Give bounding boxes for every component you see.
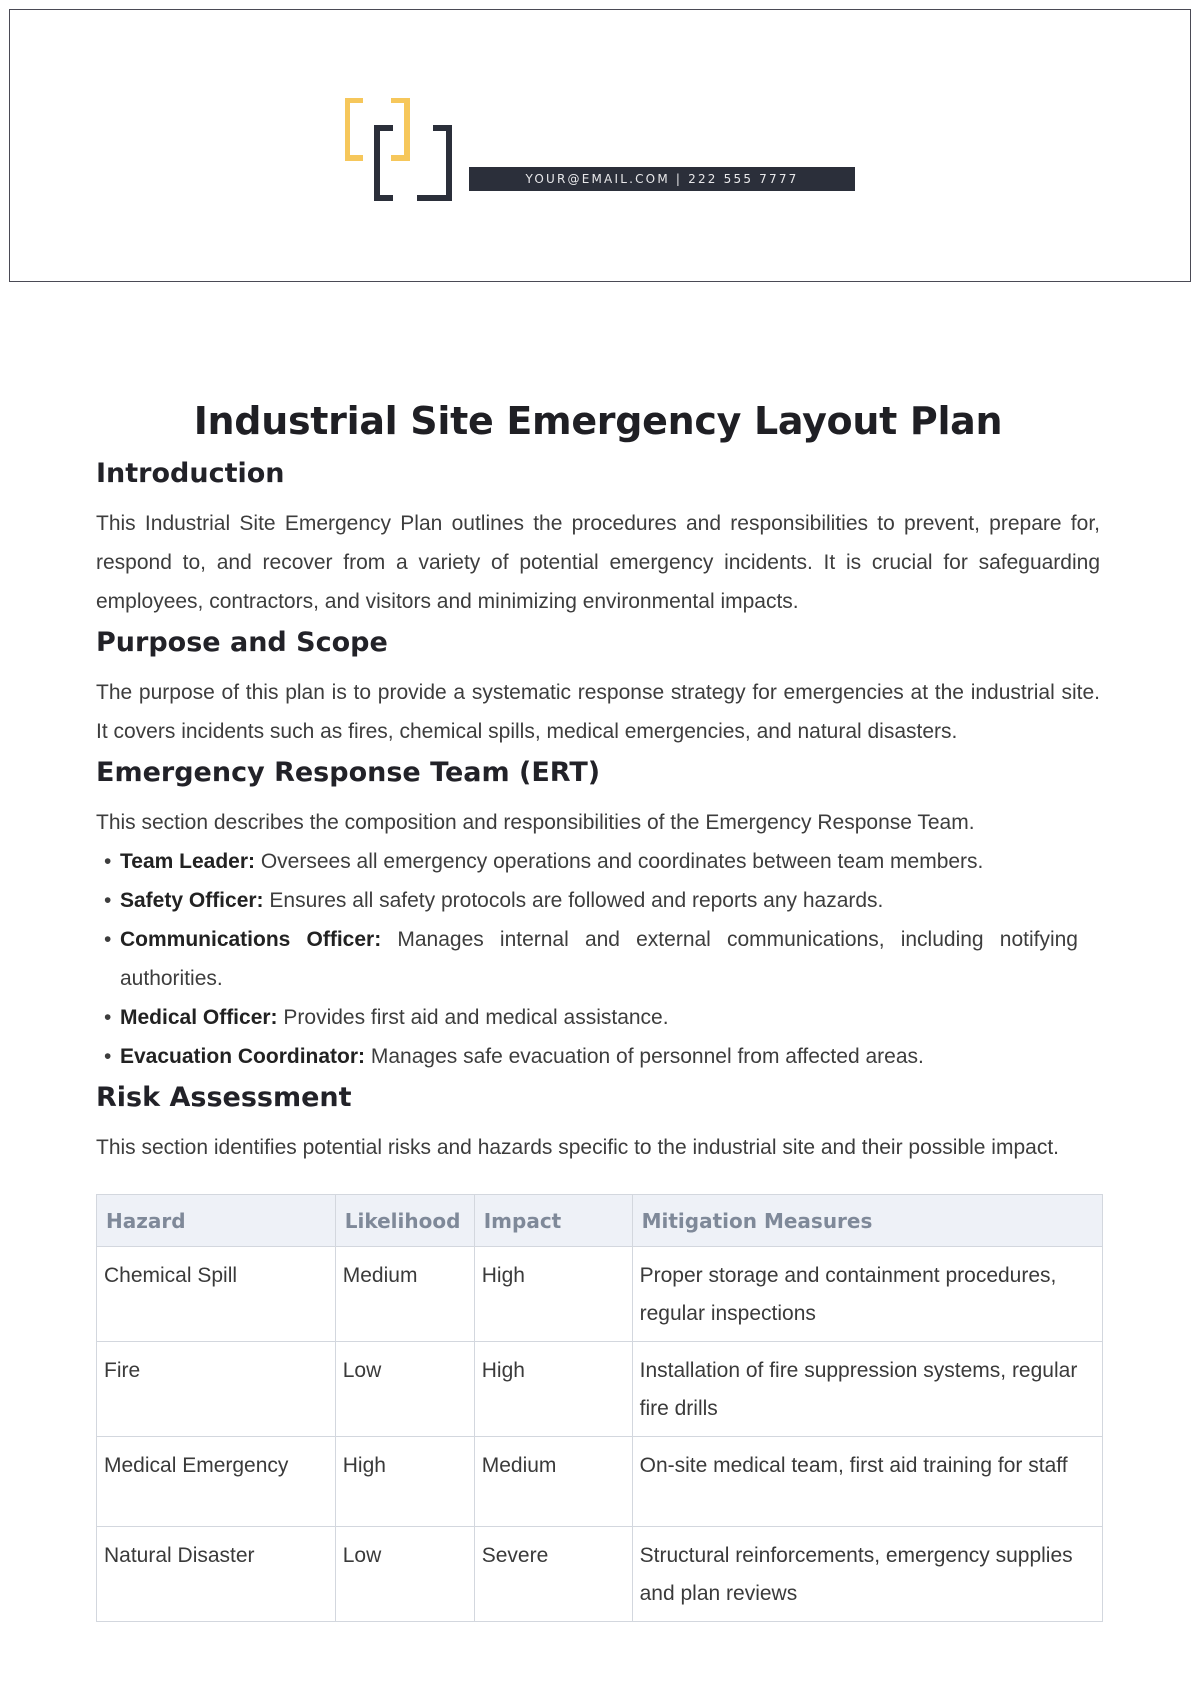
section-heading-ert: Emergency Response Team (ERT) xyxy=(96,757,601,788)
bullet-icon: • xyxy=(104,889,112,912)
column-header: Mitigation Measures xyxy=(632,1195,1102,1247)
bullet-icon: • xyxy=(104,1045,112,1068)
section-heading-purpose: Purpose and Scope xyxy=(96,627,388,658)
bullet-icon: • xyxy=(104,850,112,873)
table-cell: Structural reinforcements, emergency supplies and plan reviews xyxy=(632,1527,1102,1622)
member-description: Provides first aid and medical assistance. xyxy=(283,1006,669,1029)
column-header: Hazard xyxy=(97,1195,336,1247)
table-cell: Medium xyxy=(474,1437,632,1527)
table-cell: High xyxy=(474,1342,632,1437)
table-cell: Severe xyxy=(474,1527,632,1622)
table-cell: Medium xyxy=(335,1247,474,1342)
member-description: Ensures all safety protocols are followed and reports any hazards. xyxy=(269,889,884,912)
member-role: Medical Officer: xyxy=(120,1006,278,1029)
column-header: Likelihood xyxy=(335,1195,474,1247)
document-body xyxy=(96,390,1100,1622)
ert-intro-paragraph: This section describes the composition and responsibilities of the Emergency Response Team. xyxy=(96,811,975,834)
table-cell: Chemical Spill xyxy=(97,1247,336,1342)
member-role: Evacuation Coordinator: xyxy=(120,1045,366,1068)
list-item xyxy=(96,1037,1100,1076)
purpose-paragraph: The purpose of this plan is to provide a systematic response strategy for emergencies at the industrial site. It covers incidents such as fires, chemical spills, medical emergencies, and natural disasters. xyxy=(96,681,1100,743)
list-item xyxy=(96,920,1100,998)
table-cell: High xyxy=(474,1247,632,1342)
table-row xyxy=(97,1437,1103,1527)
table-cell: Low xyxy=(335,1527,474,1622)
header-banner xyxy=(9,9,1191,282)
table-cell: Installation of fire suppression systems, regular fire drills xyxy=(632,1342,1102,1437)
table-row xyxy=(97,1527,1103,1622)
company-logo-icon xyxy=(345,98,455,203)
column-header: Impact xyxy=(474,1195,632,1247)
bullet-icon: • xyxy=(104,1006,112,1029)
introduction-paragraph: This Industrial Site Emergency Plan outlines the procedures and responsibilities to prevent, prepare for, respond to, and recover from a variety of potential emergency incidents. It is crucial for safeguarding employees, contractors, and visitors and minimizing environmental impacts. xyxy=(96,512,1100,613)
table-cell: Proper storage and containment procedures, regular inspections xyxy=(632,1247,1102,1342)
table-cell: Natural Disaster xyxy=(97,1527,336,1622)
table-cell: On-site medical team, first aid training for staff xyxy=(632,1437,1102,1527)
bullet-icon: • xyxy=(104,928,112,951)
table-header-row xyxy=(97,1195,1103,1247)
table-cell: Medical Emergency xyxy=(97,1437,336,1527)
member-description: Manages safe evacuation of personnel from affected areas. xyxy=(370,1045,924,1068)
list-item xyxy=(96,998,1100,1037)
section-heading-introduction: Introduction xyxy=(96,458,285,489)
list-item xyxy=(96,842,1100,881)
table-cell: High xyxy=(335,1437,474,1527)
ert-member-list xyxy=(96,842,1100,1076)
document-title: Industrial Site Emergency Layout Plan xyxy=(193,399,1003,443)
risk-assessment-table xyxy=(96,1194,1103,1622)
member-description: Manages internal and external communications, including notifying authorities. xyxy=(120,928,1078,990)
table-cell: Fire xyxy=(97,1342,336,1437)
table-cell: Low xyxy=(335,1342,474,1437)
table-row xyxy=(97,1342,1103,1437)
section-heading-risk: Risk Assessment xyxy=(96,1082,352,1113)
member-role: Communications Officer: xyxy=(120,928,382,951)
member-role: Safety Officer: xyxy=(120,889,264,912)
list-item xyxy=(96,881,1100,920)
member-role: Team Leader: xyxy=(120,850,255,873)
contact-bar: YOUR@EMAIL.COM | 222 555 7777 xyxy=(469,167,855,191)
member-description: Oversees all emergency operations and coordinates between team members. xyxy=(260,850,984,873)
table-row xyxy=(97,1247,1103,1342)
risk-intro-paragraph: This section identifies potential risks and hazards specific to the industrial site and their possible impact. xyxy=(96,1136,1059,1159)
